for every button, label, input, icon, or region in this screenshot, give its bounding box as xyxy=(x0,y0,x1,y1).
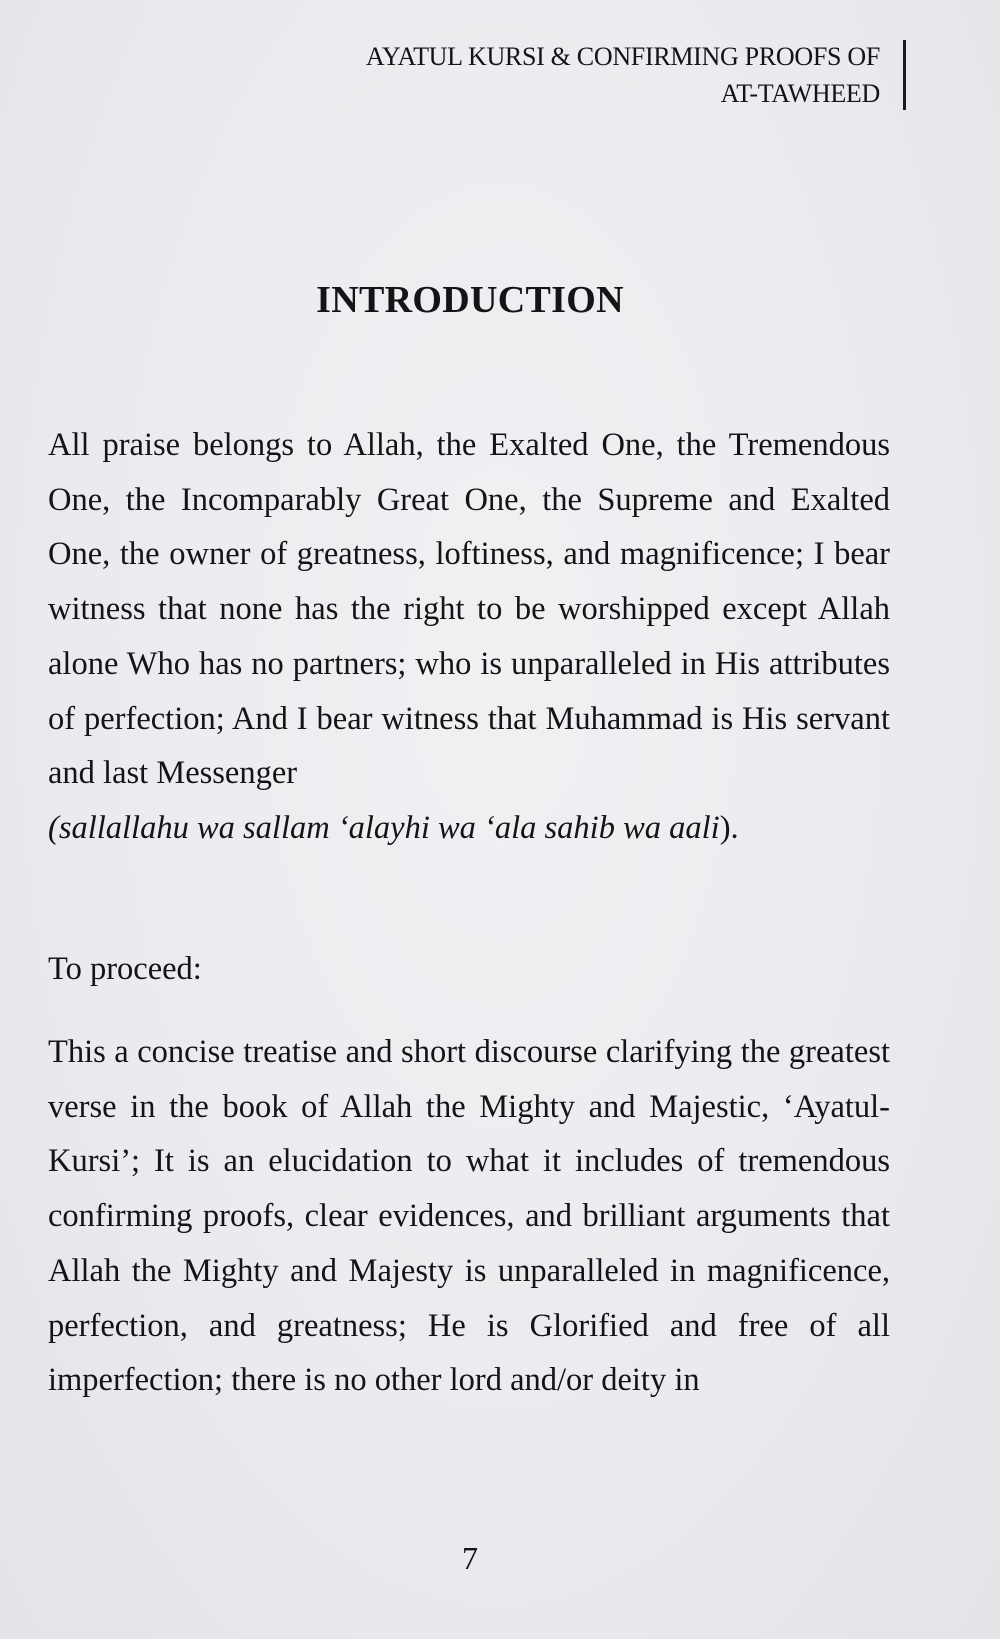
chapter-title: INTRODUCTION xyxy=(316,279,624,321)
page-number: 7 xyxy=(462,1540,478,1576)
salutation-end: ). xyxy=(719,809,739,846)
paragraph-opening-praise-text: All praise belongs to Allah, the Exalted One, the Tremendous One, the Incomparably Great One, the Supreme and Exalted One, the owner of greatness, loftiness, and magnificence; I bear witness that none has the right to be worshipped except Allah alone Who has no partners; who is unparalleled in His attributes of perfection; And I bear witness that Muhammad is His servant and last Messenger xyxy=(48,427,890,792)
header-vertical-rule xyxy=(903,40,906,110)
salutation-italic: (sallallahu wa sallam ‘alayhi wa ‘ala sahib wa aali xyxy=(48,809,720,846)
salutation-line xyxy=(48,801,890,856)
running-header-line-1: AYATUL KURSI & CONFIRMING PROOFS OF xyxy=(365,42,880,71)
paragraph-treatise-description: This a concise treatise and short discourse clarifying the greatest verse in the book of Allah the Mighty and Majestic, ‘Ayatul-Kursi’; It is an elucidation to what it includes of tremendous confirming proofs, clear evidences, and brilliant arguments that Allah the Mighty and Majesty is unparalleled in magnificence, perfection, and greatness; He is Glorified and free of all imperfection; there is no other lord and/or deity in xyxy=(48,1034,890,1399)
running-header-line-2: AT-TAWHEED xyxy=(720,79,880,108)
paragraph-to-proceed: To proceed: xyxy=(48,951,202,987)
running-header xyxy=(366,38,890,112)
paragraph-opening-praise xyxy=(48,418,890,856)
